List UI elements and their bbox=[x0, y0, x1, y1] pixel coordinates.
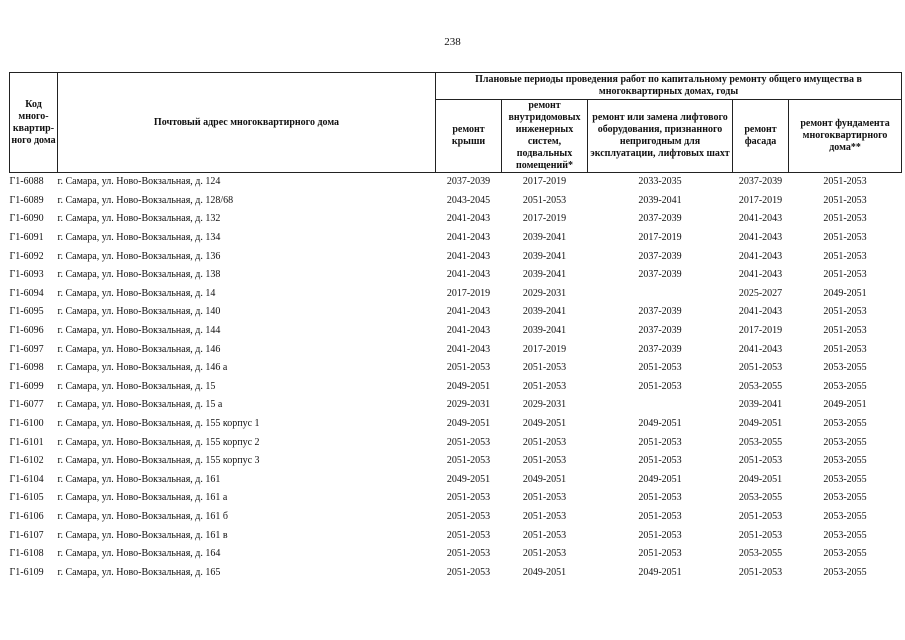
cell-address: г. Самара, ул. Ново-Вокзальная, д. 140 bbox=[57, 306, 221, 318]
cell-roof: 2049-2051 bbox=[446, 418, 491, 430]
cell-foundation: 2053-2055 bbox=[823, 566, 867, 578]
cell-engineering: 2017-2019 bbox=[522, 343, 567, 355]
cell-engineering: 2039-2041 bbox=[522, 325, 567, 337]
cell-engineering: 2039-2041 bbox=[522, 269, 567, 281]
cell-engineering: 2051-2053 bbox=[522, 194, 567, 206]
cell-code: Г1-6098 bbox=[9, 362, 44, 374]
cell-code: Г1-6095 bbox=[9, 306, 44, 318]
table-row bbox=[10, 433, 902, 452]
cell-roof: 2041-2043 bbox=[446, 250, 491, 262]
cell-address: г. Самара, ул. Ново-Вокзальная, д. 15 bbox=[57, 380, 216, 392]
header-engineering: ремонт внутридомовых инженерных систем, подвальных помещений* bbox=[502, 100, 588, 173]
cell-code: Г1-6096 bbox=[9, 325, 44, 337]
cell-elevator: 2049-2051 bbox=[638, 418, 682, 430]
cell-code: Г1-6077 bbox=[9, 399, 44, 411]
cell-roof: 2051-2053 bbox=[446, 566, 491, 578]
cell-roof: 2051-2053 bbox=[446, 362, 491, 374]
cell-code: Г1-6099 bbox=[9, 380, 44, 392]
cell-code: Г1-6109 bbox=[9, 566, 44, 578]
table-row bbox=[10, 359, 902, 378]
cell-elevator bbox=[588, 285, 733, 304]
table-row bbox=[10, 415, 902, 434]
page-number: 238 bbox=[444, 36, 461, 48]
cell-facade: 2051-2053 bbox=[738, 362, 783, 374]
cell-foundation: 2051-2053 bbox=[823, 306, 867, 318]
cell-engineering: 2051-2053 bbox=[522, 529, 567, 541]
cell-facade: 2041-2043 bbox=[738, 232, 783, 244]
cell-facade: 2053-2055 bbox=[738, 380, 783, 392]
cell-roof: 2049-2051 bbox=[446, 473, 491, 485]
cell-engineering: 2051-2053 bbox=[522, 510, 567, 522]
cell-foundation: 2051-2053 bbox=[823, 250, 867, 262]
cell-code: Г1-6089 bbox=[9, 194, 44, 206]
table-row bbox=[10, 563, 902, 582]
cell-facade: 2017-2019 bbox=[738, 325, 783, 337]
cell-elevator: 2051-2053 bbox=[638, 362, 682, 374]
cell-engineering: 2051-2053 bbox=[522, 436, 567, 448]
cell-foundation: 2053-2055 bbox=[823, 455, 867, 467]
cell-facade: 2041-2043 bbox=[738, 213, 783, 225]
cell-elevator: 2037-2039 bbox=[638, 213, 682, 225]
table-row bbox=[10, 452, 902, 471]
cell-engineering: 2051-2053 bbox=[522, 455, 567, 467]
cell-elevator: 2049-2051 bbox=[638, 566, 682, 578]
cell-foundation: 2051-2053 bbox=[823, 194, 867, 206]
table-row bbox=[10, 526, 902, 545]
cell-code: Г1-6105 bbox=[9, 492, 44, 504]
cell-address: г. Самара, ул. Ново-Вокзальная, д. 165 bbox=[57, 566, 221, 578]
cell-engineering: 2049-2051 bbox=[522, 418, 567, 430]
table-row bbox=[10, 247, 902, 266]
table-row bbox=[10, 229, 902, 248]
cell-facade: 2053-2055 bbox=[738, 492, 783, 504]
cell-engineering: 2051-2053 bbox=[522, 380, 567, 392]
cell-roof: 2041-2043 bbox=[446, 343, 491, 355]
cell-facade: 2049-2051 bbox=[738, 473, 783, 485]
cell-code: Г1-6090 bbox=[9, 213, 44, 225]
cell-engineering: 2051-2053 bbox=[522, 548, 567, 560]
cell-facade: 2041-2043 bbox=[738, 250, 783, 262]
cell-roof: 2041-2043 bbox=[446, 325, 491, 337]
table-row bbox=[10, 508, 902, 527]
cell-roof: 2037-2039 bbox=[446, 176, 491, 188]
cell-code: Г1-6104 bbox=[9, 473, 44, 485]
cell-elevator: 2051-2053 bbox=[638, 380, 682, 392]
cell-foundation: 2051-2053 bbox=[823, 325, 867, 337]
cell-code: Г1-6102 bbox=[9, 455, 44, 467]
cell-facade: 2025-2027 bbox=[738, 287, 783, 299]
cell-address: г. Самара, ул. Ново-Вокзальная, д. 146 а bbox=[57, 362, 228, 374]
cell-foundation: 2051-2053 bbox=[823, 343, 867, 355]
cell-elevator: 2051-2053 bbox=[638, 510, 682, 522]
cell-roof: 2051-2053 bbox=[446, 455, 491, 467]
cell-roof: 2041-2043 bbox=[446, 269, 491, 281]
cell-facade: 2041-2043 bbox=[738, 269, 783, 281]
header-address: Почтовый адрес многоквартирного дома bbox=[58, 73, 436, 173]
cell-foundation: 2053-2055 bbox=[823, 436, 867, 448]
table-row bbox=[10, 396, 902, 415]
table-row bbox=[10, 192, 902, 211]
cell-elevator: 2051-2053 bbox=[638, 455, 682, 467]
cell-roof: 2041-2043 bbox=[446, 213, 491, 225]
cell-foundation: 2053-2055 bbox=[823, 380, 867, 392]
cell-engineering: 2051-2053 bbox=[522, 362, 567, 374]
cell-code: Г1-6091 bbox=[9, 232, 44, 244]
cell-code: Г1-6094 bbox=[9, 287, 44, 299]
cell-facade: 2051-2053 bbox=[738, 566, 783, 578]
cell-facade: 2051-2053 bbox=[738, 455, 783, 467]
cell-elevator: 2037-2039 bbox=[638, 343, 682, 355]
cell-address: г. Самара, ул. Ново-Вокзальная, д. 161 в bbox=[57, 529, 228, 541]
cell-code: Г1-6093 bbox=[9, 269, 44, 281]
cell-facade: 2051-2053 bbox=[738, 510, 783, 522]
header-code: Код много-квартир-ного дома bbox=[10, 73, 58, 173]
cell-elevator: 2033-2035 bbox=[638, 176, 682, 188]
cell-roof: 2043-2045 bbox=[446, 194, 491, 206]
cell-elevator bbox=[588, 396, 733, 415]
cell-foundation: 2051-2053 bbox=[823, 232, 867, 244]
cell-address: г. Самара, ул. Ново-Вокзальная, д. 134 bbox=[57, 232, 221, 244]
cell-code: Г1-6097 bbox=[9, 343, 44, 355]
cell-foundation: 2053-2055 bbox=[823, 492, 867, 504]
cell-elevator: 2051-2053 bbox=[638, 548, 682, 560]
cell-address: г. Самара, ул. Ново-Вокзальная, д. 155 корпус 1 bbox=[57, 418, 260, 430]
cell-address: г. Самара, ул. Ново-Вокзальная, д. 161 б bbox=[57, 510, 228, 522]
cell-address: г. Самара, ул. Ново-Вокзальная, д. 155 корпус 2 bbox=[57, 436, 260, 448]
cell-roof: 2051-2053 bbox=[446, 529, 491, 541]
cell-foundation: 2049-2051 bbox=[823, 399, 867, 411]
table-row bbox=[10, 471, 902, 490]
table-header bbox=[10, 73, 902, 173]
cell-foundation: 2051-2053 bbox=[823, 176, 867, 188]
table-row bbox=[10, 210, 902, 229]
cell-address: г. Самара, ул. Ново-Вокзальная, д. 155 корпус 3 bbox=[57, 455, 260, 467]
table-row bbox=[10, 340, 902, 359]
cell-engineering: 2039-2041 bbox=[522, 306, 567, 318]
cell-code: Г1-6106 bbox=[9, 510, 44, 522]
cell-elevator: 2051-2053 bbox=[638, 492, 682, 504]
cell-elevator: 2049-2051 bbox=[638, 473, 682, 485]
cell-elevator: 2017-2019 bbox=[638, 232, 682, 244]
cell-facade: 2017-2019 bbox=[738, 194, 783, 206]
cell-code: Г1-6088 bbox=[9, 176, 44, 188]
table-row bbox=[10, 303, 902, 322]
header-foundation: ремонт фундамента многоквартирного дома** bbox=[789, 100, 902, 173]
cell-elevator: 2037-2039 bbox=[638, 269, 682, 281]
cell-engineering: 2017-2019 bbox=[522, 176, 567, 188]
cell-address: г. Самара, ул. Ново-Вокзальная, д. 124 bbox=[57, 176, 221, 188]
cell-foundation: 2053-2055 bbox=[823, 418, 867, 430]
cell-foundation: 2053-2055 bbox=[823, 473, 867, 485]
cell-facade: 2041-2043 bbox=[738, 343, 783, 355]
cell-address: г. Самара, ул. Ново-Вокзальная, д. 164 bbox=[57, 548, 221, 560]
cell-foundation: 2053-2055 bbox=[823, 362, 867, 374]
cell-roof: 2049-2051 bbox=[446, 380, 491, 392]
cell-code: Г1-6107 bbox=[9, 529, 44, 541]
table-body bbox=[10, 173, 902, 583]
cell-address: г. Самара, ул. Ново-Вокзальная, д. 15 а bbox=[57, 399, 223, 411]
cell-engineering: 2049-2051 bbox=[522, 473, 567, 485]
cell-roof: 2029-2031 bbox=[446, 399, 491, 411]
cell-engineering: 2051-2053 bbox=[522, 492, 567, 504]
capital-repair-table bbox=[9, 72, 902, 582]
cell-address: г. Самара, ул. Ново-Вокзальная, д. 146 bbox=[57, 343, 221, 355]
cell-facade: 2041-2043 bbox=[738, 306, 783, 318]
table-row bbox=[10, 173, 902, 192]
cell-foundation: 2053-2055 bbox=[823, 529, 867, 541]
cell-code: Г1-6100 bbox=[9, 418, 44, 430]
cell-roof: 2041-2043 bbox=[446, 306, 491, 318]
table-row bbox=[10, 285, 902, 304]
cell-elevator: 2039-2041 bbox=[638, 194, 682, 206]
table-row bbox=[10, 378, 902, 397]
table-row bbox=[10, 545, 902, 564]
cell-foundation: 2049-2051 bbox=[823, 287, 867, 299]
table-row bbox=[10, 266, 902, 285]
cell-facade: 2039-2041 bbox=[738, 399, 783, 411]
cell-address: г. Самара, ул. Ново-Вокзальная, д. 161 а bbox=[57, 492, 228, 504]
cell-code: Г1-6092 bbox=[9, 250, 44, 262]
cell-elevator: 2037-2039 bbox=[638, 325, 682, 337]
cell-address: г. Самара, ул. Ново-Вокзальная, д. 138 bbox=[57, 269, 221, 281]
cell-roof: 2051-2053 bbox=[446, 510, 491, 522]
cell-foundation: 2051-2053 bbox=[823, 269, 867, 281]
cell-engineering: 2029-2031 bbox=[522, 287, 567, 299]
cell-facade: 2037-2039 bbox=[738, 176, 783, 188]
cell-facade: 2051-2053 bbox=[738, 529, 783, 541]
cell-address: г. Самара, ул. Ново-Вокзальная, д. 144 bbox=[57, 325, 221, 337]
cell-address: г. Самара, ул. Ново-Вокзальная, д. 161 bbox=[57, 473, 221, 485]
cell-engineering: 2017-2019 bbox=[522, 213, 567, 225]
cell-address: г. Самара, ул. Ново-Вокзальная, д. 136 bbox=[57, 250, 221, 262]
cell-roof: 2041-2043 bbox=[446, 232, 491, 244]
cell-elevator: 2051-2053 bbox=[638, 529, 682, 541]
cell-foundation: 2051-2053 bbox=[823, 213, 867, 225]
cell-facade: 2053-2055 bbox=[738, 436, 783, 448]
cell-roof: 2017-2019 bbox=[446, 287, 491, 299]
cell-facade: 2049-2051 bbox=[738, 418, 783, 430]
cell-foundation: 2053-2055 bbox=[823, 548, 867, 560]
cell-elevator: 2037-2039 bbox=[638, 250, 682, 262]
cell-code: Г1-6108 bbox=[9, 548, 44, 560]
header-group: Плановые периоды проведения работ по капитальному ремонту общего имущества в многоквартирных домах, годы bbox=[436, 73, 902, 100]
cell-roof: 2051-2053 bbox=[446, 492, 491, 504]
cell-foundation: 2053-2055 bbox=[823, 510, 867, 522]
table-row bbox=[10, 489, 902, 508]
header-roof: ремонт крыши bbox=[436, 100, 502, 173]
cell-elevator: 2051-2053 bbox=[638, 436, 682, 448]
cell-roof: 2051-2053 bbox=[446, 436, 491, 448]
header-facade: ремонт фасада bbox=[733, 100, 789, 173]
cell-address: г. Самара, ул. Ново-Вокзальная, д. 132 bbox=[57, 213, 221, 225]
cell-engineering: 2029-2031 bbox=[522, 399, 567, 411]
cell-facade: 2053-2055 bbox=[738, 548, 783, 560]
cell-roof: 2051-2053 bbox=[446, 548, 491, 560]
table-row bbox=[10, 322, 902, 341]
cell-elevator: 2037-2039 bbox=[638, 306, 682, 318]
cell-code: Г1-6101 bbox=[9, 436, 44, 448]
cell-address: г. Самара, ул. Ново-Вокзальная, д. 14 bbox=[57, 287, 216, 299]
header-elevator: ремонт или замена лифтового оборудования, признанного непригодным для эксплуатации, лифтовых шахт bbox=[588, 100, 733, 173]
cell-engineering: 2049-2051 bbox=[522, 566, 567, 578]
cell-engineering: 2039-2041 bbox=[522, 232, 567, 244]
cell-engineering: 2039-2041 bbox=[522, 250, 567, 262]
cell-address: г. Самара, ул. Ново-Вокзальная, д. 128/68 bbox=[57, 194, 234, 206]
